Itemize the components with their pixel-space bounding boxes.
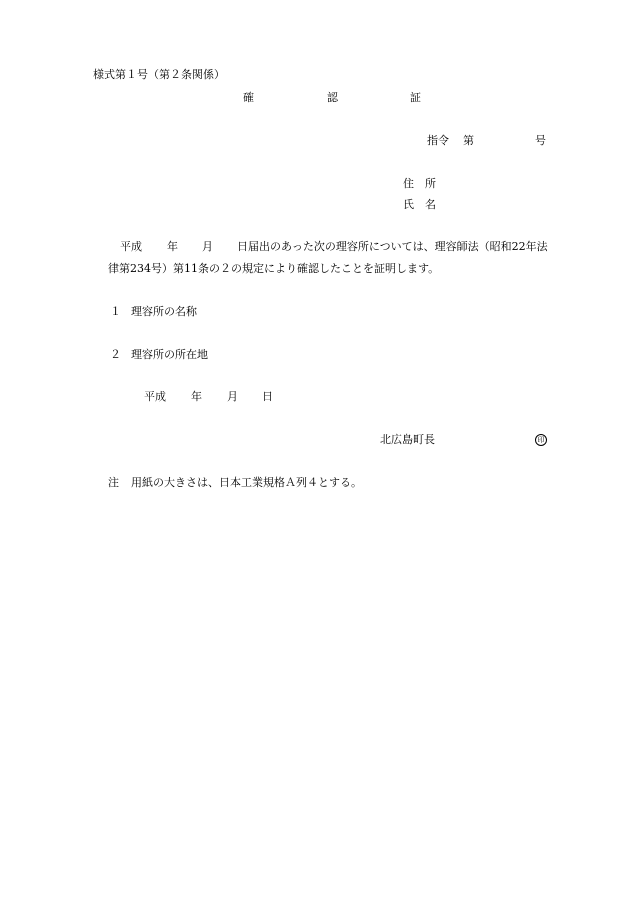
- seal-icon: 印: [535, 434, 547, 446]
- date-year: 年: [191, 390, 202, 403]
- title-char-3: 証: [410, 91, 421, 104]
- directive-go: 号: [535, 134, 546, 147]
- title-char-1: 確: [243, 91, 254, 104]
- directive-dai: 第: [463, 134, 474, 147]
- item-label-2: 理容所の所在地: [131, 348, 208, 361]
- address-label: 住 所: [403, 177, 436, 190]
- item-label-1: 理容所の名称: [131, 305, 197, 318]
- form-label: 様式第１号（第２条関係）: [93, 68, 225, 81]
- title-char-2: 認: [327, 91, 338, 104]
- note-label: 注: [108, 476, 119, 489]
- directive-prefix: 指令: [427, 134, 449, 147]
- note-text: 用紙の大きさは、日本工業規格Ａ列４とする。: [131, 476, 362, 489]
- seal-mark: [535, 433, 547, 447]
- body-era: 平成: [120, 240, 142, 253]
- date-era: 平成: [144, 390, 166, 403]
- name-label: 氏 名: [403, 198, 436, 211]
- body-line2: 律第234号）第11条の２の規定により確認したことを証明します。: [108, 262, 440, 275]
- date-day: 日: [262, 390, 273, 403]
- item-number-2: ２: [110, 348, 121, 361]
- body-year: 年: [167, 240, 178, 253]
- item-number-1: １: [110, 305, 121, 318]
- body-line1-rest: 日届出のあった次の理容所については、理容師法（昭和22年法: [237, 240, 548, 253]
- date-month: 月: [227, 390, 238, 403]
- issuer-title: 北広島町長: [380, 433, 435, 446]
- body-month: 月: [202, 240, 213, 253]
